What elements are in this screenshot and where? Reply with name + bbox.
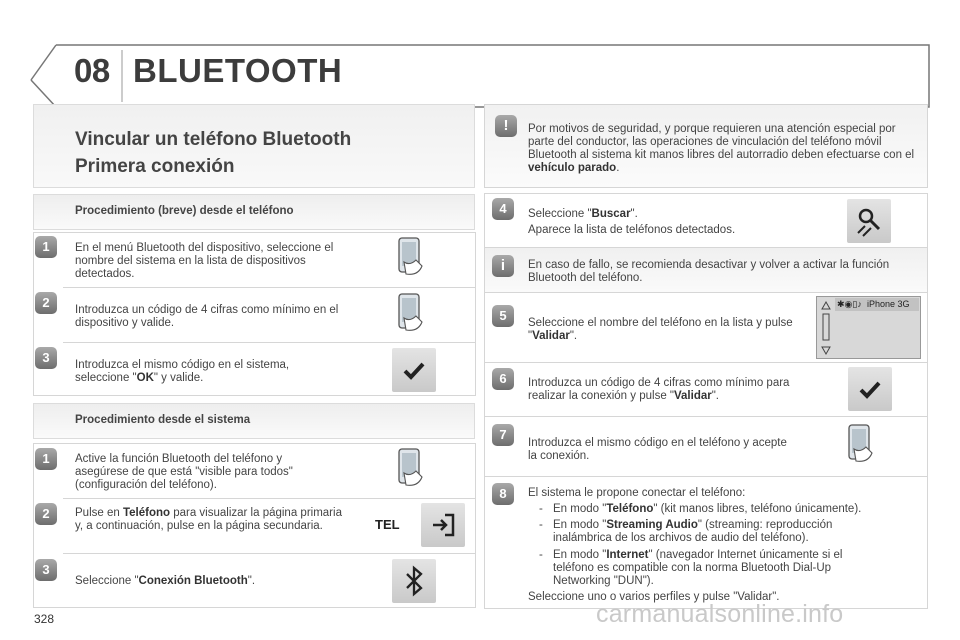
secondary-page-icon: [421, 503, 465, 547]
text-part: En modo ": [553, 549, 607, 561]
step8-item-telefono: [553, 503, 923, 516]
step-badge: 2: [35, 503, 57, 525]
search-phone-icon: [847, 199, 891, 243]
checkmark-icon: [848, 367, 892, 411]
step-badge: 3: [35, 347, 57, 369]
step-badge: 1: [35, 448, 57, 470]
divider: [63, 287, 475, 288]
text-bold: Internet: [606, 549, 649, 561]
list-item-icons: ✱◉▯♪: [837, 299, 862, 309]
group1-heading: Procedimiento (breve) desde el teléfono: [75, 205, 294, 217]
step-text: [528, 317, 793, 343]
text-bold: Teléfono: [122, 507, 171, 519]
step-text: En el menú Bluetooth del dispositivo, seleccione el nombre del sistema en la lista de dispositivos detectados.: [75, 242, 334, 280]
info-badge: i: [492, 255, 514, 277]
text-bold: Validar: [532, 330, 570, 342]
step-text: [75, 359, 325, 385]
text-part: Seleccione ": [75, 575, 139, 587]
step-badge: 1: [35, 236, 57, 258]
divider: [63, 342, 475, 343]
text-part: " (navegador Internet únicamente si el teléfono es compatible con la norma Bluetooth Dial-Up Networking "DUN").: [553, 549, 843, 587]
step-badge: 3: [35, 559, 57, 581]
safety-note-text: [528, 123, 920, 175]
step-text: Active la función Bluetooth del teléfono y asegúrese de que está "visible para todos" (configuración del teléfono).: [75, 453, 293, 491]
group2-heading: Procedimiento desde el sistema: [75, 414, 251, 426]
step4-line1: [528, 208, 788, 221]
text-part: ".: [247, 575, 256, 587]
phone-list-screen: [816, 296, 921, 359]
text-part: .: [616, 162, 620, 174]
text-part: Seleccione ": [528, 208, 592, 220]
step8-item-dash: -: [539, 549, 543, 561]
divider: [63, 498, 475, 499]
tel-button-label: TEL: [375, 517, 400, 532]
bluetooth-icon: [392, 559, 436, 603]
step-text: Introduzca el mismo código en el teléfono y acepte la conexión.: [528, 437, 787, 462]
step-badge: 4: [492, 198, 514, 220]
chapter-number: 08: [74, 52, 110, 89]
section-title: [75, 126, 351, 180]
step-text: Introduzca un código de 4 cifras como mínimo en el dispositivo y valide.: [75, 304, 339, 329]
step8-item-streaming: [553, 519, 873, 545]
text-part: ".: [711, 390, 719, 402]
step8-intro: El sistema le propone conectar el teléfono:: [528, 487, 746, 499]
step-badge: 2: [35, 292, 57, 314]
text-part: Introduzca un código de 4 cifras como mínimo para realizar la conexión y pulse ": [528, 377, 790, 402]
step-badge: 5: [492, 305, 514, 327]
warning-badge: !: [495, 115, 517, 137]
phone-hand-icon: [840, 423, 884, 467]
divider: [63, 553, 475, 554]
text-part: Seleccione el nombre del teléfono en la lista y pulse ": [528, 317, 793, 342]
step-badge: 7: [492, 424, 514, 446]
checkmark-icon: [392, 348, 436, 392]
phone-hand-icon: [390, 292, 434, 336]
chapter-title: BLUETOOTH: [133, 52, 343, 89]
phone-hand-icon: [390, 236, 434, 280]
text-part: " (streaming: reproducción inalámbrica de los archivos de audio del teléfono).: [553, 519, 833, 544]
text-part: ".: [630, 208, 638, 220]
text-bold: Buscar: [591, 208, 631, 220]
text-part: Por motivos de seguridad, y porque requieren una atención especial por parte del conductor, las operaciones de vinculación del teléfono móvil Bluetooth al sistema kit manos libres del autorradio deben efectuarse con el: [528, 123, 915, 161]
divider: [485, 416, 927, 417]
step-text: [528, 377, 803, 403]
step-text: [75, 575, 335, 588]
divider: [485, 362, 927, 363]
list-item-phone-name: iPhone 3G: [867, 299, 910, 309]
watermark: carmanualsonline.info: [596, 600, 844, 628]
section-title-line2: Primera conexión: [75, 156, 235, 177]
divider: [485, 292, 927, 293]
text-part: " y valide.: [153, 372, 204, 384]
text-bold: vehículo parado: [528, 162, 617, 174]
text-bold: Conexión Bluetooth: [138, 575, 248, 587]
divider: [485, 476, 927, 477]
text-part: " (kit manos libres, teléfono únicamente).: [653, 503, 862, 515]
info-note-text: En caso de fallo, se recomienda desactivar y volver a activar la función Bluetooth del teléfono.: [528, 259, 890, 284]
step8-item-dash: -: [539, 519, 543, 531]
step-text: [75, 507, 345, 533]
step4-line2: Aparece la lista de teléfonos detectados.: [528, 224, 736, 236]
text-part: para visualizar la página primaria y, a continuación, pulse en la página secundaria.: [75, 507, 342, 532]
text-part: Pulse en: [75, 507, 123, 519]
text-part: ".: [569, 330, 578, 342]
section-title-line1: Vincular un teléfono Bluetooth: [75, 129, 352, 150]
text-bold: Validar: [674, 390, 712, 402]
step8-item-dash: -: [539, 503, 543, 515]
text-bold: Teléfono: [606, 503, 654, 515]
step8-closing: Seleccione uno o varios perfiles y pulse "Validar".: [528, 591, 780, 603]
step-badge: 8: [492, 483, 514, 505]
step-badge: 6: [492, 368, 514, 390]
text-part: En modo ": [553, 519, 607, 531]
text-part: En modo ": [553, 503, 607, 515]
list-scrollbar: [819, 299, 833, 357]
text-bold: OK: [136, 372, 154, 384]
text-part: Introduzca el mismo código en el sistema, seleccione ": [75, 359, 290, 384]
page-number: 328: [34, 612, 55, 626]
step8-item-internet: [553, 549, 873, 588]
phone-hand-icon: [390, 447, 434, 491]
text-bold: Streaming Audio: [606, 519, 698, 531]
